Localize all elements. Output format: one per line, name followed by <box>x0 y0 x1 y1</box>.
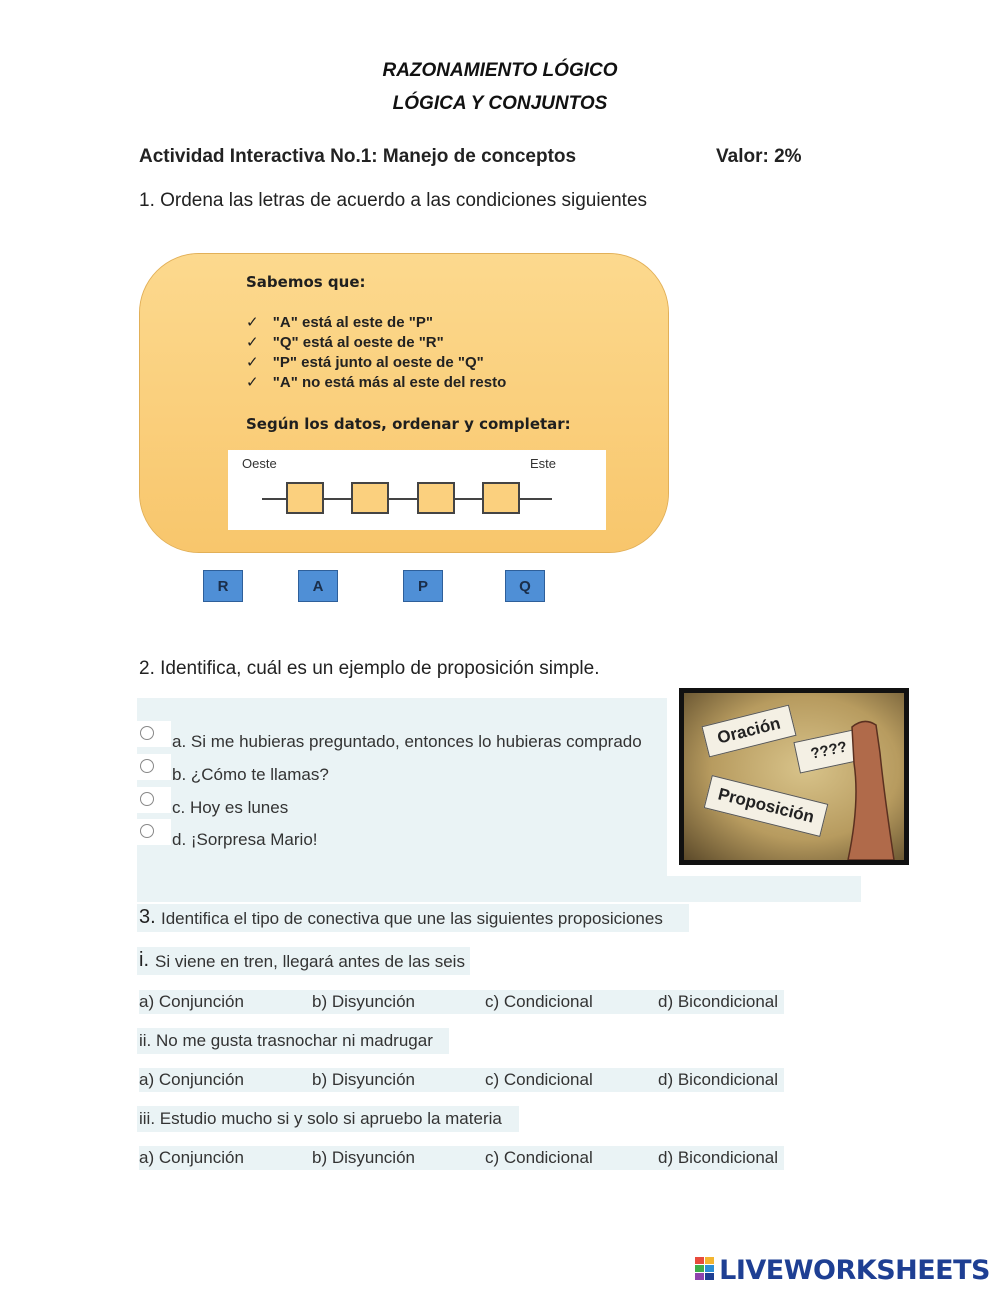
conditions-heading: Sabemos que: <box>246 273 366 291</box>
liveworksheets-logo-text: LIVEWORKSHEETS <box>719 1255 990 1286</box>
card-question-marks: ???? <box>793 728 864 773</box>
value-label: Valor: 2% <box>716 146 802 167</box>
arm-icon <box>834 713 904 860</box>
activity-label: Actividad Interactiva No.1: Manejo de conceptos <box>139 146 577 167</box>
order-diagram <box>228 450 606 530</box>
worksheet-title: RAZONAMIENTO LÓGICO <box>382 60 618 81</box>
conditions-box <box>139 253 669 553</box>
choice-conjuncion[interactable]: a) Conjunción <box>139 1070 244 1089</box>
choice-conjuncion[interactable]: a) Conjunción <box>139 1148 244 1167</box>
card-oracion: Oración <box>701 705 796 758</box>
drop-slot-1[interactable] <box>286 482 324 514</box>
statement-ii-text: ii. No me gusta trasnochar ni madrugar <box>139 1031 433 1050</box>
instruction-text: Según los datos, ordenar y completar: <box>246 415 571 433</box>
liveworksheets-logo-icon <box>695 1257 715 1281</box>
choice-condicional[interactable]: c) Condicional <box>485 992 593 1011</box>
drag-tile-a[interactable]: A <box>298 570 338 602</box>
statement-i <box>137 947 470 975</box>
radio-option-d[interactable] <box>140 824 154 838</box>
question-3-number: 3. <box>139 906 156 928</box>
radio-option-b[interactable] <box>140 759 154 773</box>
check-icon: ✓ <box>246 374 259 391</box>
drop-slot-4[interactable] <box>482 482 520 514</box>
fact-item: ✓ "Q" está al oeste de "R" <box>246 334 444 351</box>
drag-tile-p[interactable]: P <box>403 570 443 602</box>
choice-disyuncion[interactable]: b) Disyunción <box>312 1070 415 1089</box>
option-c-label: c. Hoy es lunes <box>172 798 289 817</box>
fact-item: ✓ "A" no está más al este del resto <box>246 374 507 391</box>
statement-iii <box>137 1106 519 1132</box>
check-icon: ✓ <box>246 334 259 351</box>
drop-slot-3[interactable] <box>417 482 455 514</box>
choice-condicional[interactable]: c) Condicional <box>485 1148 593 1167</box>
drag-tile-r[interactable]: R <box>203 570 243 602</box>
answer-row-i <box>139 990 784 1014</box>
card-proposicion: Proposición <box>704 775 829 837</box>
check-icon: ✓ <box>246 314 259 331</box>
option-a-label: a. Si me hubieras preguntado, entonces lo hubieras comprado <box>172 732 642 751</box>
choice-bicondicional[interactable]: d) Bicondicional <box>658 1070 779 1089</box>
radio-option-a[interactable] <box>140 726 154 740</box>
question-3-prompt: Identifica el tipo de conectiva que une las siguientes proposiciones <box>161 909 663 928</box>
drag-tile-q[interactable]: Q <box>505 570 545 602</box>
choice-disyuncion[interactable]: b) Disyunción <box>312 992 415 1011</box>
option-d-label: d. ¡Sorpresa Mario! <box>172 830 318 849</box>
question-3-header <box>137 904 689 932</box>
proposition-illustration <box>679 688 909 865</box>
statement-i-number: i. <box>139 949 149 971</box>
west-label: Oeste <box>242 456 277 471</box>
question-2-prompt: 2. Identifica, cuál es un ejemplo de proposición simple. <box>139 658 600 679</box>
answer-row-iii <box>139 1146 784 1170</box>
choice-condicional[interactable]: c) Condicional <box>485 1070 593 1089</box>
fact-item: ✓ "A" está al este de "P" <box>246 314 433 331</box>
fact-item: ✓ "P" está junto al oeste de "Q" <box>246 354 484 371</box>
east-label: Este <box>530 456 557 471</box>
option-b-label: b. ¿Cómo te llamas? <box>172 765 329 784</box>
statement-iii-text: iii. Estudio mucho si y solo si apruebo la materia <box>139 1109 502 1128</box>
radio-option-c[interactable] <box>140 792 154 806</box>
answer-row-ii <box>139 1068 784 1092</box>
choice-conjuncion[interactable]: a) Conjunción <box>139 992 244 1011</box>
question-1-prompt: 1. Ordena las letras de acuerdo a las condiciones siguientes <box>139 190 648 211</box>
statement-i-text: Si viene en tren, llegará antes de las seis <box>155 952 465 971</box>
check-icon: ✓ <box>246 354 259 371</box>
choice-bicondicional[interactable]: d) Bicondicional <box>658 992 779 1011</box>
drop-slot-2[interactable] <box>351 482 389 514</box>
choice-disyuncion[interactable]: b) Disyunción <box>312 1148 415 1167</box>
choice-bicondicional[interactable]: d) Bicondicional <box>658 1148 779 1167</box>
statement-ii <box>137 1028 449 1054</box>
liveworksheets-logo[interactable] <box>695 1255 990 1286</box>
options-panel-extension <box>137 876 861 902</box>
worksheet-subtitle: LÓGICA Y CONJUNTOS <box>392 93 608 114</box>
